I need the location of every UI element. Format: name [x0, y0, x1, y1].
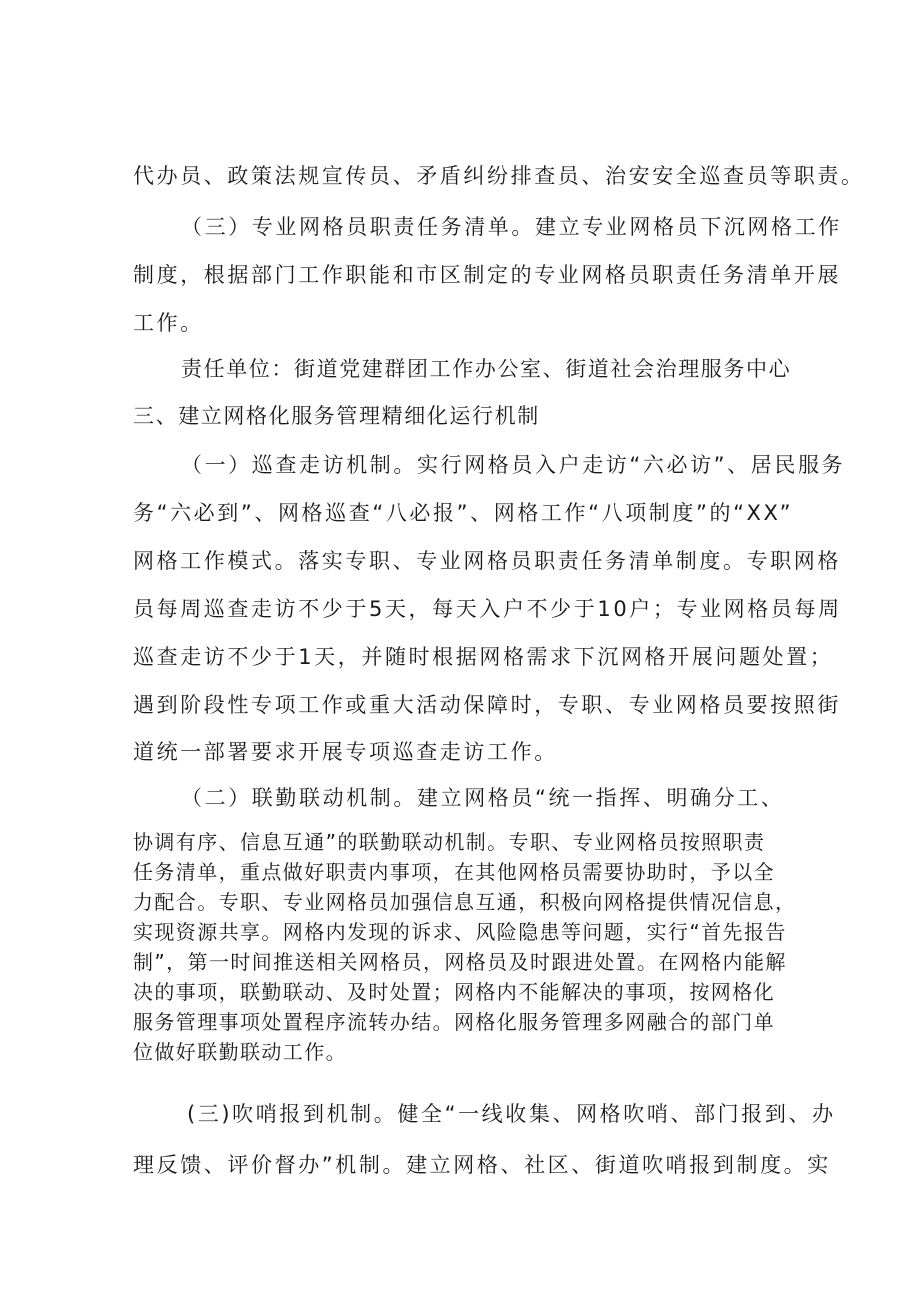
text-line: 代办员、政策法规宣传员、矛盾纠纷排查员、治安安全巡查员等职责。	[133, 164, 865, 188]
text-line: 员每周巡查走访不少于5天，每天入户不少于10户；专业网格员每周	[133, 597, 842, 621]
text-line: 力配合。专职、专业网格员加强信息互通，积极向网格提供情况信息，	[133, 890, 797, 914]
text-line: 位做好联勤联动工作。	[133, 1040, 347, 1064]
text-line: （三）专业网格员职责任务清单。建立专业网格员下沉网格工作	[181, 215, 842, 239]
text-line: (三)吹哨报到机制。健全“一线收集、网格吹哨、部门报到、办	[187, 1102, 836, 1126]
text-line: 协调有序、信息互通”的联勤联动机制。专职、专业网格员按照职责	[133, 830, 766, 854]
text-line: 网格工作模式。落实专职、专业网格员职责任务清单制度。专职网格	[133, 549, 841, 573]
text-line: 巡查走访不少于1天，并随时根据网格需求下沉网格开展问题处置；	[133, 645, 834, 669]
text-line: 理反馈、评价督办”机制。建立网格、社区、街道吹哨报到制度。实	[133, 1153, 831, 1177]
text-line: 服务管理事项处置程序流转办结。网格化服务管理多网融合的部门单	[133, 1010, 775, 1034]
text-line: 制”，第一时间推送相关网格员，网格员及时跟进处置。在网格内能解	[133, 950, 787, 974]
text-line: 遇到阶段性专项工作或重大活动保障时，专职、专业网格员要按照街	[133, 693, 841, 717]
text-line: 实现资源共享。网格内发现的诉求、风险隐患等问题，实行“首先报告	[133, 920, 787, 944]
text-line: 工作。	[133, 311, 204, 335]
text-line: 任务清单，重点做好职责内事项，在其他网格员需要协助时，予以全	[133, 860, 775, 884]
text-line: 道统一部署要求开展专项巡查走访工作。	[133, 740, 558, 764]
text-line: 制度，根据部门工作职能和市区制定的专业网格员职责任务清单开展	[133, 263, 841, 287]
text-line: 责任单位：街道党建群团工作办公室、街道社会治理服务中心	[181, 357, 792, 381]
text-line: （一）巡查走访机制。实行网格员入户走访“六必访”、居民服务	[181, 453, 846, 477]
text-line: 决的事项，联勤联动、及时处置；网格内不能解决的事项，按网格化	[133, 980, 775, 1004]
text-line: 务“六必到”、网格巡查“八必报”、网格工作“八项制度”的“XX”	[133, 501, 794, 525]
section-heading: 三、建立网格化服务管理精细化运行机制	[133, 404, 540, 428]
text-line: （二）联勤联动机制。建立网格员“统一指挥、明确分工、	[181, 786, 785, 810]
